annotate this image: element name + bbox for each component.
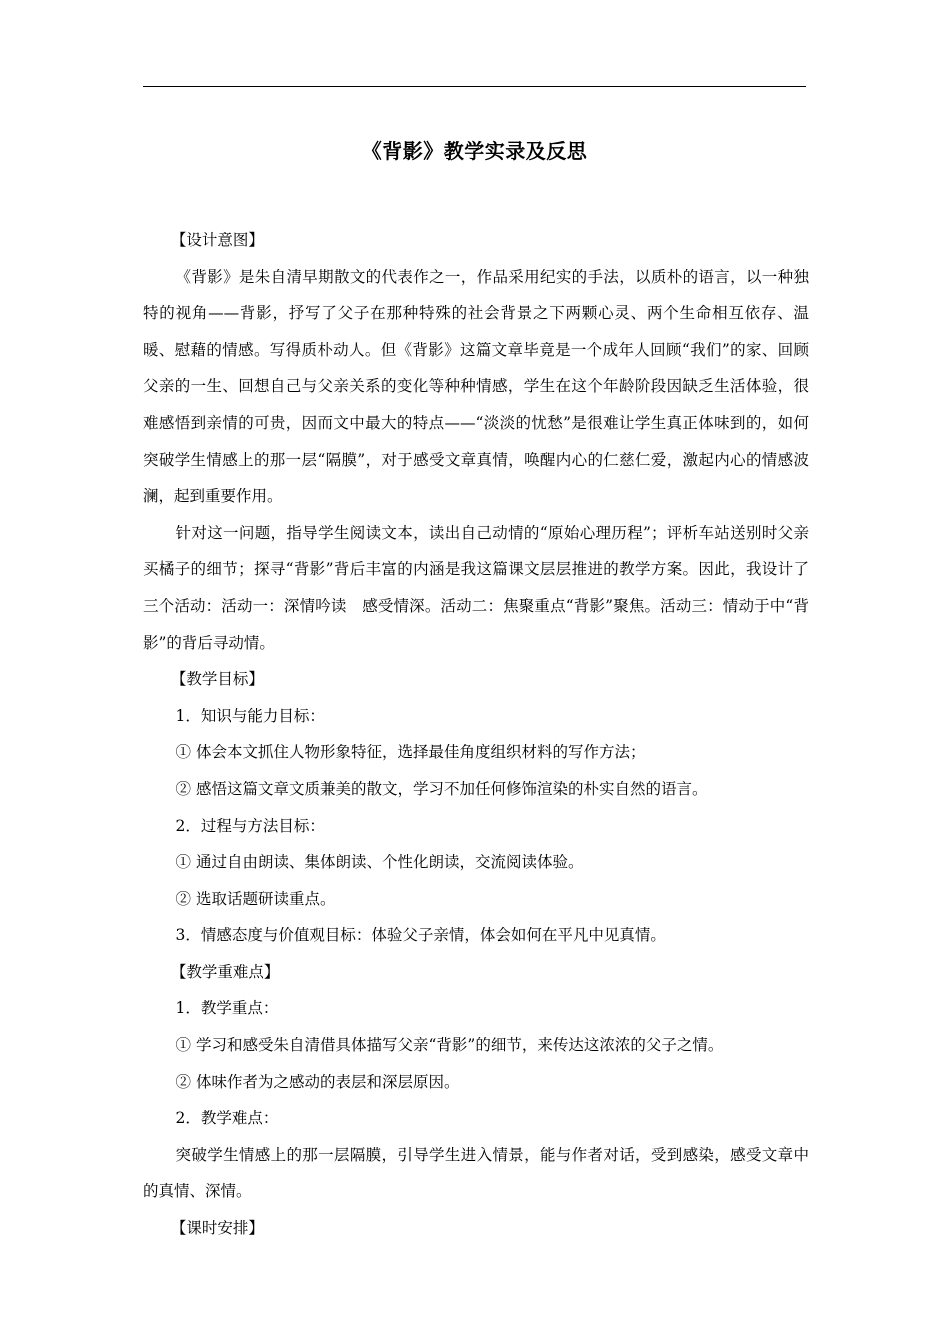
section-heading-teaching-goals: 【教学目标】 xyxy=(170,670,264,689)
goal-process-item-1: ① 通过自由朗读、集体朗读、个性化朗读，交流阅读体验。 xyxy=(175,853,584,872)
goal-knowledge-item-2: ② 感悟这篇文章文质兼美的散文，学习不加任何修饰渲染的朴实自然的语言。 xyxy=(175,779,708,798)
section-heading-schedule: 【课时安排】 xyxy=(170,1219,264,1238)
document-title: 《背影》教学实录及反思 xyxy=(361,139,588,163)
key-point-heading: 1．教学重点： xyxy=(175,999,279,1018)
goal-process-method: 2．过程与方法目标： xyxy=(175,816,325,835)
paragraph-intro: 《背影》是朱自清早期散文的代表作之一，作品采用纪实的手法，以质朴的语言，以一种独特的视角——背影，抒写了父子在那种特殊的社会背景之下两颗心灵、两个生命相互依存、温暖、慰藉的情感。写得质朴动人。但《背影》这篇文章毕竟是一个成年人回顾“我们”的家、回顾父亲的一生、回想自己与父亲关系的变化等种种情感，学生在这个年龄阶段因缺乏生活体验，很难感悟到亲情的可贵，因而文中最大的特点——“淡淡的忧愁”是很难让学生真正体味到的，如何突破学生情感上的那一层“隔膜”，对于感受文章真情，唤醒内心的仁慈仁爱，激起内心的情感波澜，起到重要作用。 xyxy=(143,267,809,506)
section-heading-design-intent: 【设计意图】 xyxy=(170,231,264,249)
difficult-point-text: 突破学生情感上的那一层隔膜，引导学生进入情景，能与作者对话，受到感染，感受文章中的真情、深情。 xyxy=(143,1145,809,1201)
difficult-point-heading: 2．教学难点： xyxy=(175,1109,279,1128)
goal-emotion-values: 3．情感态度与价值观目标：体验父子亲情，体会如何在平凡中见真情。 xyxy=(175,926,666,945)
goal-process-item-2: ② 选取话题研读重点。 xyxy=(175,889,336,908)
key-point-item-2: ② 体味作者为之感动的表层和深层原因。 xyxy=(175,1072,460,1091)
paragraph-plan: 针对这一问题，指导学生阅读文本，读出自己动情的“原始心理历程”；评析车站送别时父亲买橘子的细节；探寻“背影”背后丰富的内涵是我这篇课文层层推进的教学方案。因此，我设计了三个活动：活动一：深情吟读 感受情深。活动二：焦聚重点“背影”聚焦。活动三：情动于中“背影”的背后寻动情。 xyxy=(143,523,809,652)
header-rule xyxy=(143,86,806,87)
document-body xyxy=(143,222,809,1247)
section-heading-key-difficult: 【教学重难点】 xyxy=(170,962,280,981)
key-point-item-1: ① 学习和感受朱自清借具体描写父亲“背影”的细节，来传达这浓浓的父子之情。 xyxy=(175,1036,724,1055)
goal-knowledge-item-1: ① 体会本文抓住人物形象特征，选择最佳角度组织材料的写作方法； xyxy=(175,743,646,762)
goal-knowledge-ability: 1．知识与能力目标： xyxy=(175,706,325,725)
